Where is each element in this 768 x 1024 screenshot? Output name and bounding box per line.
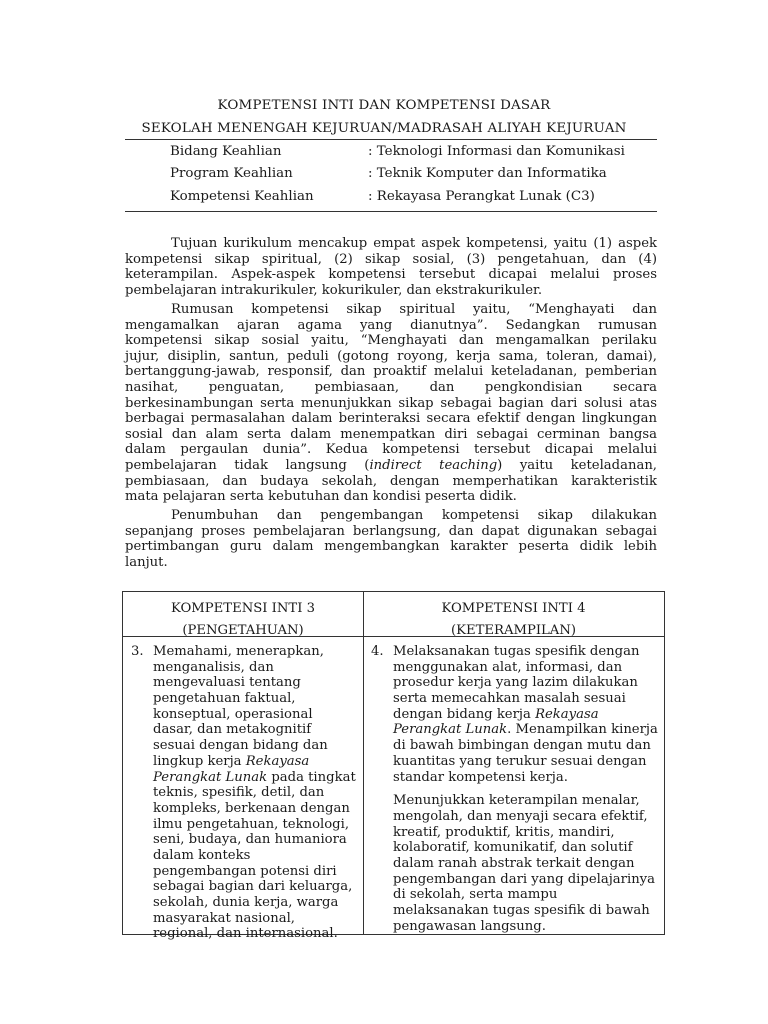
text-line: di bawah bimbingan dengan mutu dan	[393, 738, 651, 754]
header-ki4	[363, 598, 664, 642]
text-line	[393, 722, 658, 738]
meta-value: : Teknologi Informasi dan Komunikasi	[368, 144, 625, 159]
text-line: bertanggung-jawab, responsif, dan proaktif melalui keteladanan, pemberian	[125, 364, 657, 380]
paragraph-penumbuhan	[125, 508, 657, 570]
text-line: regional, dan internasional.	[153, 926, 338, 942]
text-segment: . Menampilkan kinerja	[507, 722, 658, 738]
meta-value: : Teknik Komputer dan Informatika	[368, 166, 607, 181]
text-line: kompleks, berkenaan dengan	[153, 800, 350, 816]
text-line: dalam ranah abstrak terkait dengan	[393, 855, 635, 871]
text-line: lanjut.	[125, 554, 168, 570]
text-line: dasar, dan metakognitif	[153, 722, 312, 738]
text-line: berbagai permasalahan dalam berinteraksi secara efektif dengan lingkungan	[125, 411, 657, 427]
text-line: serta memecahkan masalah sesuai	[393, 691, 626, 707]
text-line: Rumusan kompetensi sikap spiritual yaitu, “Menghayati dan	[171, 302, 657, 317]
text-italic: Perangkat Lunak	[393, 722, 508, 738]
text-line: sebagai bagian dari keluarga,	[153, 879, 353, 895]
text-line: seni, budaya, dan humaniora	[153, 832, 347, 848]
bottom-rule	[125, 211, 657, 212]
text-italic: indirect teaching	[369, 457, 498, 473]
text-line: melaksanakan tugas spesifik di bawah	[393, 903, 650, 918]
text-line	[125, 458, 657, 474]
cell-body	[153, 644, 356, 942]
text-italic: Rekayasa	[535, 706, 599, 722]
paragraph-rumusan	[125, 302, 657, 505]
column-divider	[363, 592, 364, 934]
text-line: dalam pergaulan dunia”. Kedua kompetensi tersebut dicapai melalui	[125, 442, 657, 458]
meta-label: Program Keahlian	[170, 166, 293, 181]
text-line: kuantitas yang terukur sesuai dengan	[393, 753, 647, 769]
text-segment: ) yaitu keteladanan,	[497, 457, 658, 473]
meta-value: : Rekayasa Perangkat Lunak (C3)	[368, 189, 595, 204]
header-ki3-sub: (PENGETAHUAN)	[182, 623, 304, 638]
text-line: mengolah, dan menyaji secara efektif,	[393, 808, 648, 824]
text-italic: Perangkat Lunak	[153, 769, 268, 785]
top-rule	[125, 139, 657, 140]
header-ki4-sub: (KETERAMPILAN)	[450, 623, 577, 638]
text-line	[153, 770, 356, 786]
text-line: konseptual, operasional	[153, 706, 313, 722]
document-subtitle: SEKOLAH MENENGAH KEJURUAN/MADRASAH ALIYAH KEJURUAN	[141, 121, 627, 136]
text-line: keterampilan. Aspek-aspek kompetensi tersebut dicapai melalui proses	[125, 267, 657, 283]
item-number: 4.	[371, 644, 384, 659]
text-line	[153, 754, 356, 770]
text-line: kompetensi sikap sosial yaitu, “Menghayati dan mengamalkan perilaku	[125, 333, 657, 349]
meta-label: Kompetensi Keahlian	[170, 189, 314, 204]
text-line: pembelajaran intrakurikuler, kokurikuler, dan ekstrakurikuler.	[125, 282, 543, 298]
text-line: teknis, spesifik, detil, dan	[153, 785, 325, 801]
text-line: sekolah, dunia kerja, warga	[153, 895, 339, 910]
text-line: pertimbangan guru dalam mengembangkan karakter peserta didik lebih	[125, 539, 657, 555]
document-title: KOMPETENSI INTI DAN KOMPETENSI DASAR	[217, 98, 551, 113]
text-line: pengawasan langsung.	[393, 918, 546, 934]
text-line: mata pelajaran serta kebutuhan dan kondisi peserta didik.	[125, 489, 517, 505]
text-line: berkesinambungan serta menunjukkan sikap sebagai bagian dari solusi atas	[125, 395, 657, 411]
text-italic: Rekayasa	[245, 753, 310, 769]
text-line: pengembangan dari yang dipelajarinya	[393, 871, 655, 887]
text-line: Penumbuhan dan pengembangan kompetensi sikap dilakukan	[171, 508, 657, 523]
header-ki3-title: KOMPETENSI INTI 3	[170, 601, 316, 616]
meta-kompetensi-keahlian	[170, 189, 650, 209]
kompetensi-table	[122, 591, 665, 942]
text-line: ilmu pengetahuan, teknologi,	[153, 816, 350, 832]
header-ki3	[123, 598, 363, 642]
text-line: sepanjang proses pembelajaran berlangsung, dan dapat digunakan sebagai	[125, 523, 657, 539]
text-line: Tujuan kurikulum mencakup empat aspek kompetensi, yaitu (1) aspek	[171, 236, 657, 251]
text-line: kompetensi sikap spiritual, (2) sikap sosial, (3) pengetahuan, dan (4)	[125, 251, 657, 267]
paragraph-tujuan	[125, 236, 657, 298]
text-line: kreatif, produktif, kritis, mandiri,	[393, 824, 615, 840]
text-segment: lingkup kerja	[153, 753, 246, 769]
cell-body	[393, 644, 658, 934]
meta-label: Bidang Keahlian	[170, 144, 282, 159]
text-segment: dengan bidang kerja	[393, 706, 536, 722]
text-line: masyarakat nasional,	[153, 910, 296, 926]
text-line: dalam konteks	[153, 847, 251, 863]
text-line: kolaboratif, komunikatif, dan solutif	[393, 840, 633, 856]
text-segment: pembelajaran tidak langsung (	[125, 457, 370, 473]
paragraph-gap	[393, 785, 658, 793]
meta-program-keahlian	[170, 166, 650, 186]
item-number: 3.	[131, 644, 144, 659]
text-line: Melaksanakan tugas spesifik dengan	[393, 644, 640, 659]
text-line: mengevaluasi tentang	[153, 675, 301, 691]
text-line: jujur, disiplin, santun, peduli (gotong royong, kerja sama, toleran, damai),	[125, 348, 657, 364]
text-line: mengamalkan ajaran agama yang dianutnya”. Sedangkan rumusan	[125, 317, 657, 333]
text-line: pengembangan potensi diri	[153, 863, 337, 879]
text-line: Memahami, menerapkan,	[153, 644, 324, 659]
text-line: menggunakan alat, informasi, dan	[393, 659, 623, 675]
text-line	[393, 707, 658, 723]
text-line: pengetahuan faktual,	[153, 691, 296, 707]
text-line: sesuai dengan bidang dan	[153, 738, 328, 754]
text-line: nasihat, penguatan, pembiasaan, dan pengkondisian secara	[125, 379, 657, 395]
text-line: di sekolah, serta mampu	[393, 887, 558, 903]
header-ki4-title: KOMPETENSI INTI 4	[441, 601, 586, 616]
text-line: pembiasaan, dan budaya sekolah, dengan memperhatikan karakteristik	[125, 473, 657, 489]
text-line: sosial dan alam serta dalam menempatkan diri sebagai cerminan bangsa	[125, 426, 657, 442]
text-segment: pada tingkat	[267, 769, 356, 785]
text-line: menganalisis, dan	[153, 659, 274, 675]
text-line: standar kompetensi kerja.	[393, 769, 568, 785]
text-line: prosedur kerja yang lazim dilakukan	[393, 675, 638, 691]
meta-bidang-keahlian	[170, 144, 650, 164]
text-line: Menunjukkan keterampilan menalar,	[393, 793, 640, 809]
